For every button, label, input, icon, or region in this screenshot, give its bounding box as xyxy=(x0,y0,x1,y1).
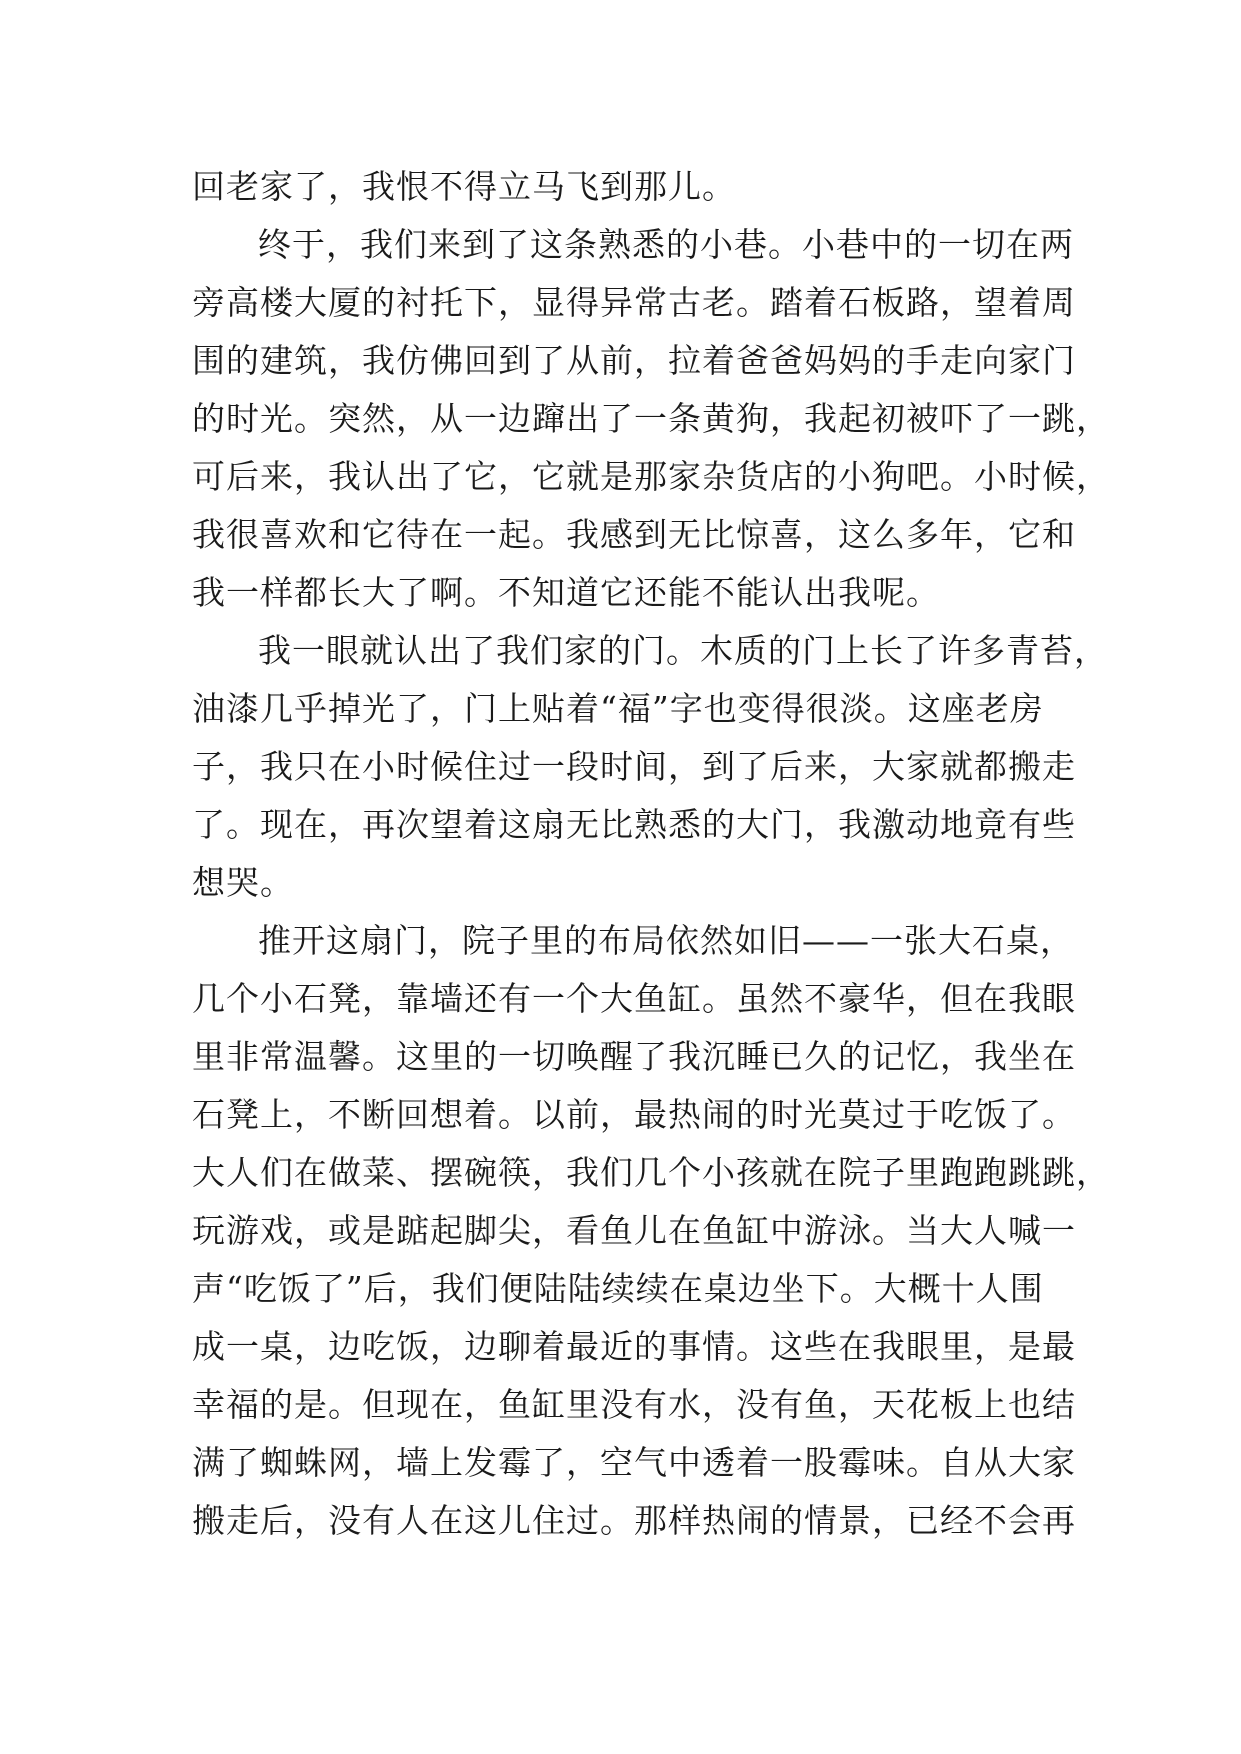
document-page xyxy=(192,158,1110,1550)
text-line: 可后来，我认出了它，它就是那家杂货店的小狗吧。小时候， xyxy=(192,457,1110,496)
text-line: 声“吃饭了”后，我们便陆陆续续在桌边坐下。大概十人围 xyxy=(192,1269,1044,1308)
text-line: 的时光。突然，从一边蹿出了一条黄狗，我起初被吓了一跳， xyxy=(192,399,1110,438)
text-line: 旁高楼大厦的衬托下，显得异常古老。踏着石板路，望着周 xyxy=(192,283,1076,322)
text-line: 子，我只在小时候住过一段时间，到了后来，大家就都搬走 xyxy=(192,747,1076,786)
text-line: 里非常温馨。这里的一切唤醒了我沉睡已久的记忆，我坐在 xyxy=(192,1037,1076,1076)
text-line: 石凳上，不断回想着。以前，最热闹的时光莫过于吃饭了。 xyxy=(192,1095,1076,1134)
text-line: 满了蜘蛛网，墙上发霉了，空气中透着一股霉味。自从大家 xyxy=(192,1443,1076,1482)
text-line: 我一样都长大了啊。不知道它还能不能认出我呢。 xyxy=(192,573,940,612)
text-line: 回老家了，我恨不得立马飞到那儿。 xyxy=(192,167,736,206)
text-line: 我一眼就认出了我们家的门。木质的门上长了许多青苔， xyxy=(258,631,1108,670)
text-line: 搬走后，没有人在这儿住过。那样热闹的情景，已经不会再 xyxy=(192,1501,1076,1540)
text-line: 几个小石凳，靠墙还有一个大鱼缸。虽然不豪华，但在我眼 xyxy=(192,979,1076,1018)
text-line: 推开这扇门，院子里的布局依然如旧——一张大石桌， xyxy=(258,921,1074,960)
text-line: 围的建筑，我仿佛回到了从前，拉着爸爸妈妈的手走向家门 xyxy=(192,341,1076,380)
text-line: 终于，我们来到了这条熟悉的小巷。小巷中的一切在两 xyxy=(258,225,1074,264)
text-line: 幸福的是。但现在，鱼缸里没有水，没有鱼，天花板上也结 xyxy=(192,1385,1076,1424)
text-line: 油漆几乎掉光了，门上贴着“福”字也变得很淡。这座老房 xyxy=(192,689,1044,728)
text-line: 想哭。 xyxy=(192,863,294,902)
text-line: 了。现在，再次望着这扇无比熟悉的大门，我激动地竟有些 xyxy=(192,805,1076,844)
text-line: 玩游戏，或是踮起脚尖，看鱼儿在鱼缸中游泳。当大人喊一 xyxy=(192,1211,1076,1250)
text-line: 我很喜欢和它待在一起。我感到无比惊喜，这么多年，它和 xyxy=(192,515,1076,554)
text-line: 大人们在做菜、摆碗筷，我们几个小孩就在院子里跑跑跳跳， xyxy=(192,1153,1110,1192)
text-line: 成一桌，边吃饭，边聊着最近的事情。这些在我眼里，是最 xyxy=(192,1327,1076,1366)
